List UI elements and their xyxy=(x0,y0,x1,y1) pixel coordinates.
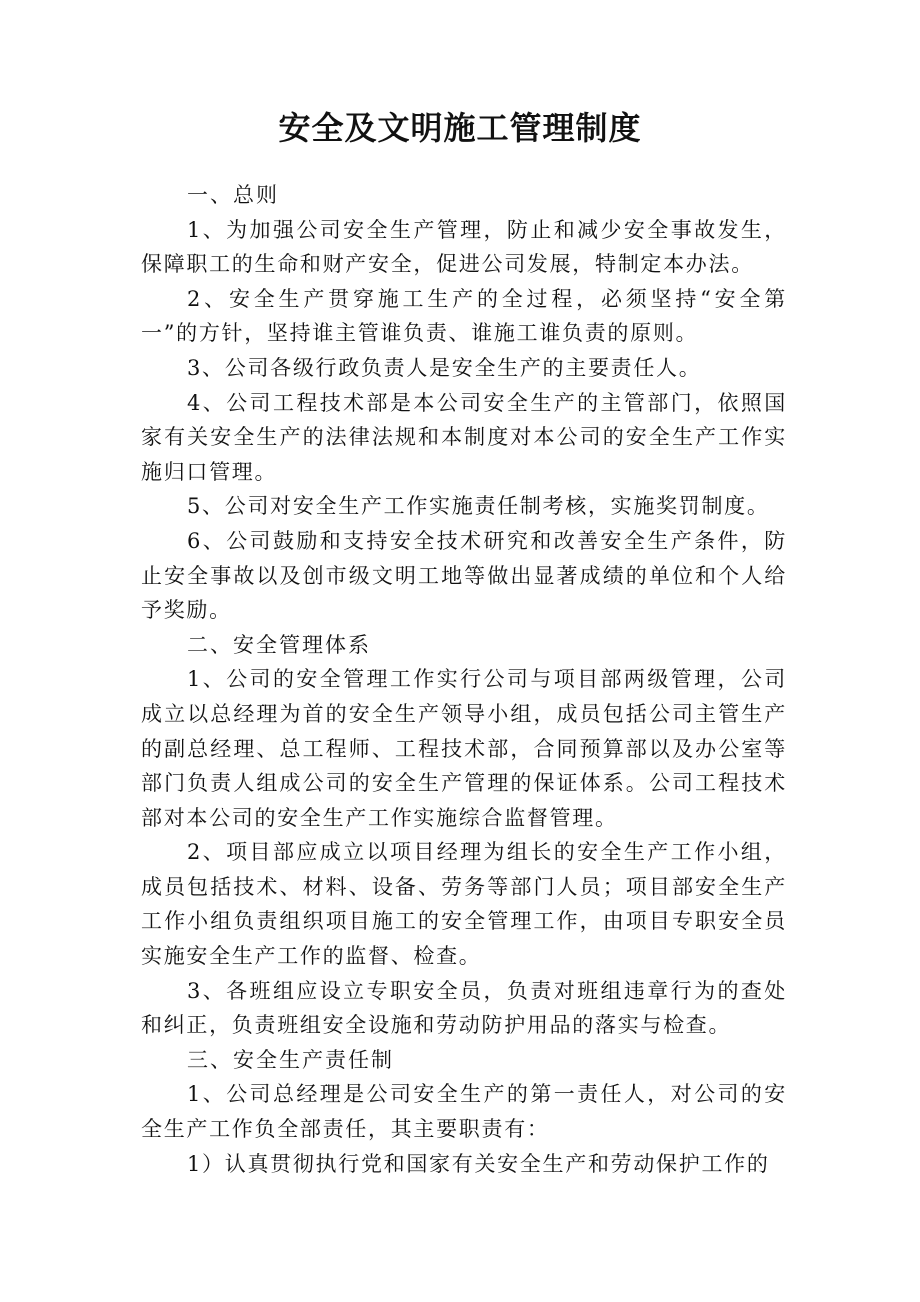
section-heading-general: 一、总则 xyxy=(187,183,279,207)
document-title: 安全及文明施工管理制度 xyxy=(278,109,642,147)
paragraph: 1）认真贯彻执行党和国家有关安全生产和劳动保护工作的 xyxy=(187,1151,770,1176)
paragraph: 3、公司各级行政负责人是安全生产的主要责任人。 xyxy=(187,355,702,380)
paragraph: 1、公司总经理是公司安全生产的第一责任人，对公司的安全生产工作负全部责任，其主要职责有： xyxy=(141,1082,787,1142)
paragraph: 1、公司的安全管理工作实行公司与项目部两级管理，公司成立以总经理为首的安全生产领导小组，成员包括公司主管生产的副总经理、总工程师、工程技术部，合同预算部以及办公室等部门负责人组成公司的安全生产管理的保证体系。公司工程技术部对本公司的安全生产工作实施综合监督管理。 xyxy=(141,667,787,830)
section-heading-safety-system: 二、安全管理体系 xyxy=(187,632,371,657)
paragraph: 3、各班组应设立专职安全员，负责对班组违章行为的查处和纠正，负责班组安全设施和劳动防护用品的落实与检查。 xyxy=(141,978,787,1038)
paragraph: 2、项目部应成立以项目经理为组长的安全生产工作小组，成员包括技术、材料、设备、劳务等部门人员；项目部安全生产工作小组负责组织项目施工的安全管理工作，由项目专职安全员实施安全生产工作的监督、检查。 xyxy=(141,840,787,969)
paragraph: 4、公司工程技术部是本公司安全生产的主管部门，依照国家有关安全生产的法律法规和本制度对本公司的安全生产工作实施归口管理。 xyxy=(141,390,787,484)
document-body xyxy=(141,178,787,1181)
section-heading-responsibility: 三、安全生产责任制 xyxy=(187,1047,394,1072)
paragraph: 1、为加强公司安全生产管理，防止和减少安全事故发生，保障职工的生命和财产安全，促进公司发展，特制定本办法。 xyxy=(141,217,787,277)
paragraph: 6、公司鼓励和支持安全技术研究和改善安全生产条件，防止安全事故以及创市级文明工地等做出显著成绩的单位和个人给予奖励。 xyxy=(141,528,787,623)
paragraph: 2、安全生产贯穿施工生产的全过程，必须坚持“安全第一”的方针，坚持谁主管谁负责、谁施工谁负责的原则。 xyxy=(141,286,787,346)
paragraph: 5、公司对安全生产工作实施责任制考核，实施奖罚制度。 xyxy=(187,494,770,519)
